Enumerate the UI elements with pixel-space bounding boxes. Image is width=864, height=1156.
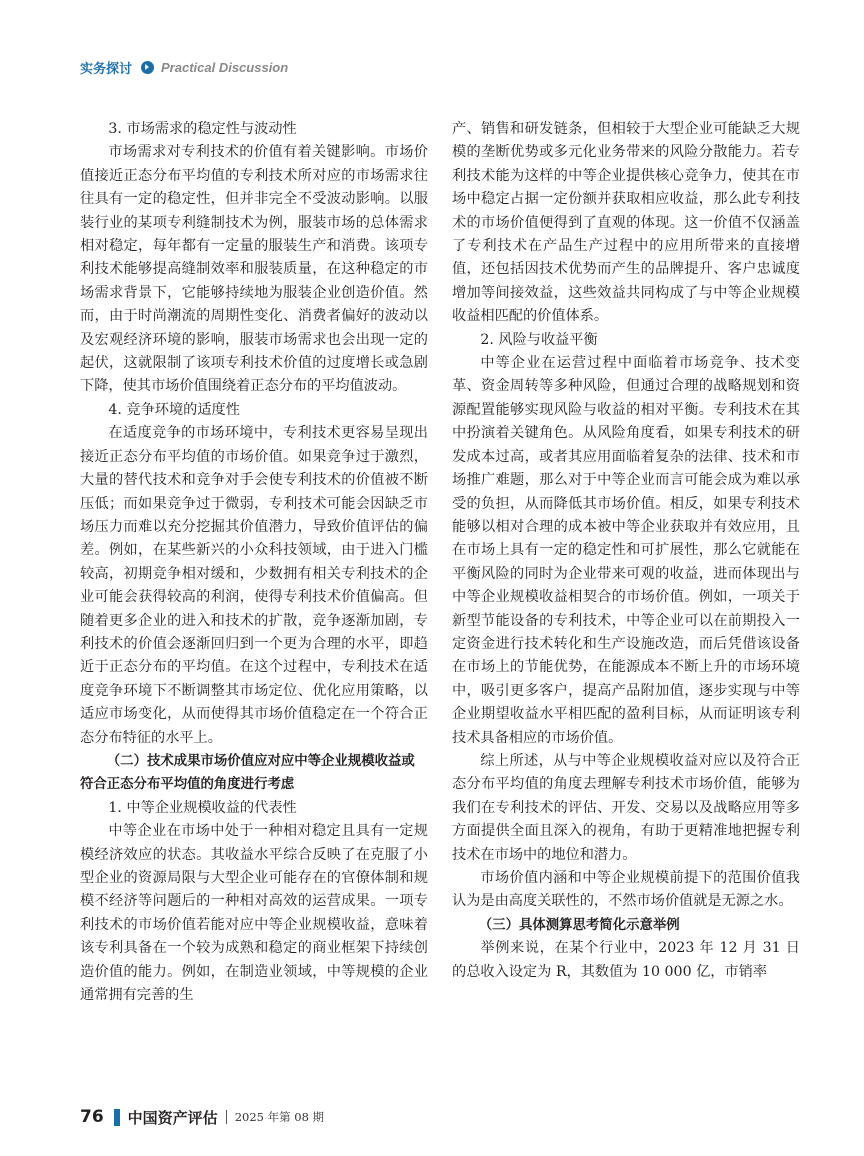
subheading-representativeness: 1. 中等企业规模收益的代表性	[108, 799, 297, 816]
issue-number: 2025 年第 08 期	[234, 1110, 325, 1124]
journal-name: 中国资产评估	[127, 1108, 218, 1127]
paragraph-representativeness-cont: 产、销售和研发链条，但相较于大型企业可能缺乏大规模的垄断优势或多元化业务带来的风险分散能力。若专利技术能为这样的中等企业提供核心竞争力，使其在市场中稳定占据一定份额并获取相应收益，那么此专利技术的市场价值便得到了直观的体现。这一价值不仅涵盖了专利技术在产品生产过程中的应用所带来的直接增值，还包括因技术优势而产生的品牌提升、客户忠诚度增加等间接效益，这些效益共同构成了与中等企业规模收益相匹配的价值体系。	[452, 121, 800, 325]
paragraph-summary: 综上所述，从与中等企业规模收益对应以及符合正态分布平均值的角度去理解专利技术市场价值，能够为我们在专利技术的评估、开发、交易以及战略应用等多方面提供全面且深入的视角，有助于更精准地把握专利技术在市场中的地位和潜力。	[452, 752, 800, 863]
paragraph-opinion: 市场价值内涵和中等企业规模前提下的范围价值我认为是由高度关联性的，不然市场价值就是无源之水。	[452, 870, 800, 910]
running-header	[80, 56, 288, 78]
arrow-circle-icon	[141, 61, 154, 74]
subheading-competition: 4. 竞争环境的适度性	[108, 401, 240, 418]
footer-divider	[226, 1110, 227, 1124]
left-column	[80, 118, 428, 1007]
page-footer	[80, 1104, 324, 1130]
section-heading-three: （三）具体测算思考简化示意举例	[478, 917, 680, 933]
subheading-market-demand: 3. 市场需求的稳定性与波动性	[108, 121, 297, 137]
paragraph-competition: 在适度竞争的市场环境中，专利技术更容易呈现出接近正态分布平均值的市场价值。如果竞争过于激烈，大量的替代技术和竞争对手会使专利技术的价值被不断压低；而如果竞争过于微弱，专利技术可能会因缺乏市场压力而难以充分挖掘其价值潜力，导致价值评估的偏差。例如，在某些新兴的小众科技领域，由于进入门槛较高，初期竞争相对缓和，少数拥有相关专利技术的企业可能会获得较高的利润，使得专利技术价值偏高。但随着更多企业的进入和技术的扩散，竞争逐渐加剧，专利技术的价值会逐渐回归到一个更为合理的水平，即趋近于正态分布的平均值。在这个过程中，专利技术在适度竞争环境下不断调整其市场定位、优化应用策略，以适应市场变化，从而使得其市场价值稳定在一个符合正态分布特征的水平上。	[80, 425, 428, 746]
section-title-cn: 实务探讨	[80, 61, 133, 77]
paragraph-example: 举例来说，在某个行业中，2023 年 12 月 31 日的总收入设定为 R，其数值为 10 000 亿，市销率	[452, 940, 800, 980]
section-heading-two: （二）技术成果市场价值应对应中等企业规模收益或符合正态分布平均值的角度进行考虑	[80, 753, 415, 793]
subheading-risk-return: 2. 风险与收益平衡	[480, 331, 598, 348]
section-title-en: Practical Discussion	[161, 59, 289, 75]
page-number: 76	[80, 1107, 104, 1127]
paragraph-risk-return: 中等企业在运营过程中面临着市场竞争、技术变革、资金周转等多种风险，但通过合理的战略规划和资源配置能够实现风险与收益的相对平衡。专利技术在其中扮演着关键角色。从风险角度看，如果专利技术的研发成本过高，或者其应用面临着复杂的法律、技术和市场推广难题，那么对于中等企业而言可能会成为难以承受的负担，从而降低其市场价值。相反，如果专利技术能够以相对合理的成本被中等企业获取并有效应用，且在市场上具有一定的稳定性和可扩展性，那么它就能在平衡风险的同时为企业带来可观的收益，进而体现出与中等企业规模收益相契合的市场价值。例如，一项关于新型节能设备的专利技术，中等企业可以在前期投入一定资金进行技术转化和生产设施改造，而后凭借该设备在市场上的节能优势，在能源成本不断上升的市场环境中，吸引更多客户，提高产品附加值，逐步实现与中等企业期望收益水平相匹配的盈利目标，从而证明该专利技术具备相应的市场价值。	[452, 355, 800, 746]
footer-bar	[114, 1109, 120, 1126]
paragraph-market-demand: 市场需求对专利技术的价值有着关键影响。市场价值接近正态分布平均值的专利技术所对应的市场需求往往具有一定的稳定性，但并非完全不受波动影响。以服装行业的某项专利缝制技术为例，服装市场的总体需求相对稳定，每年都有一定量的服装生产和消费。该项专利技术能够提高缝制效率和服装质量，在这种稳定的市场需求背景下，它能够持续地为服装企业创造价值。然而，由于时尚潮流的周期性变化、消费者偏好的波动以及宏观经济环境的影响，服装市场需求也会出现一定的起伏，这就限制了该项专利技术价值的过度增长或急剧下降，使其市场价值围绕着正态分布的平均值波动。	[80, 144, 428, 395]
paragraph-representativeness: 中等企业在市场中处于一种相对稳定且具有一定规模经济效应的状态。其收益水平综合反映了在克服了小型企业的资源局限与大型企业可能存在的官僚体制和规模不经济等问题后的一种相对高效的运营成果。一项专利技术的市场价值若能对应中等企业规模收益，意味着该专利具备在一个较为成熟和稳定的商业框架下持续创造价值的能力。例如，在制造业领域，中等规模的企业通常拥有完善的生	[80, 823, 428, 1004]
right-column	[452, 118, 800, 984]
